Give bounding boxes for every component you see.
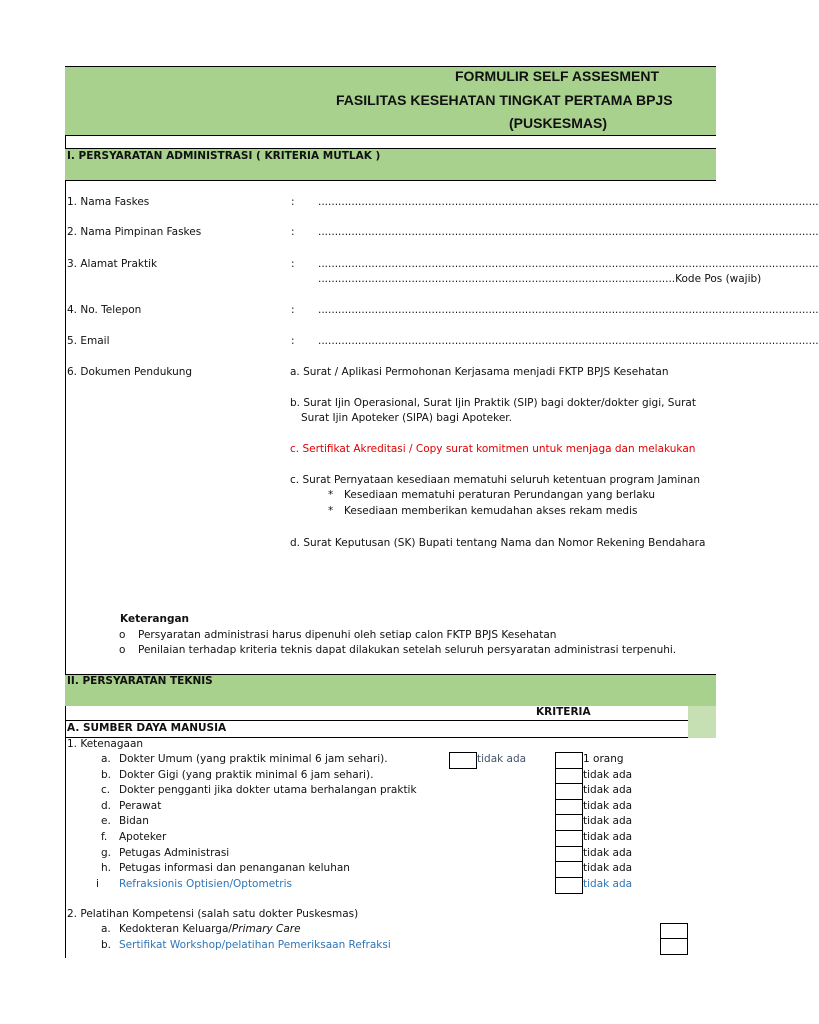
kriteria-header: KRITERIA — [536, 706, 591, 718]
staff-option2-checkbox[interactable] — [555, 861, 583, 878]
pelatihan-header: 2. Pelatihan Kompetensi (salah satu dokter Puskesmas) — [67, 908, 359, 920]
pelatihan-b-letter: b. — [101, 939, 112, 951]
staff-option2-label: tidak ada — [583, 769, 633, 781]
field-alamat-input[interactable]: ...................................................................................................................................................... — [318, 258, 819, 270]
field-alamat-kodepos[interactable]: ...........................................................................................................Kode Pos (wajib) — [318, 273, 762, 285]
staff-letter: a. — [101, 753, 111, 765]
colon: : — [291, 304, 295, 316]
title-top-border — [65, 66, 716, 67]
doc-e: d. Surat Keputusan (SK) Bupati tentang Nama dan Nomor Rekening Bendahara — [290, 537, 706, 549]
field-label-alamat: 3. Alamat Praktik — [67, 258, 158, 270]
staff-option2-checkbox[interactable] — [555, 752, 583, 769]
doc-d-sub1: Kesediaan mematuhi peraturan Perundangan yang berlaku — [344, 489, 656, 501]
staff-option2-label: 1 orang — [583, 753, 624, 765]
staff-option2-checkbox[interactable] — [555, 877, 583, 894]
doc-a: a. Surat / Aplikasi Permohonan Kerjasama menjadi FKTP BPJS Kesehatan — [290, 366, 669, 378]
sdm-header: A. SUMBER DAYA MANUSIA — [67, 722, 227, 734]
doc-c: c. Sertifikat Akreditasi / Copy surat komitmen untuk menjaga dan melakukan — [290, 443, 696, 455]
doc-d-bullet: * — [328, 489, 334, 501]
field-telepon-input[interactable]: ...................................................................................................................................................... — [318, 304, 819, 316]
staff-label: Refraksionis Optisien/Optometris — [119, 878, 292, 890]
staff-label: Dokter Umum (yang praktik minimal 6 jam sehari). — [119, 753, 388, 765]
subheader-bottom-border — [65, 737, 688, 738]
staff-label: Bidan — [119, 815, 149, 827]
keterangan-label: Keterangan — [120, 613, 190, 625]
keterangan-item: Penilaian terhadap kriteria teknis dapat dilakukan setelah seluruh persyaratan administrasi terpenuhi. — [138, 644, 677, 656]
staff-label: Petugas Administrasi — [119, 847, 230, 859]
staff-option2-label: tidak ada — [583, 847, 633, 859]
staff-option1-checkbox[interactable] — [449, 752, 477, 769]
staff-label: Apoteker — [119, 831, 167, 843]
staff-label: Dokter pengganti jika dokter utama berhalangan praktik — [119, 784, 417, 796]
keterangan-bullet: o — [119, 629, 126, 641]
field-email-input[interactable]: ...................................................................................................................................................... — [318, 335, 819, 347]
colon: : — [291, 196, 295, 208]
field-label-nama-faskes: 1. Nama Faskes — [67, 196, 150, 208]
pelatihan-a-letter: a. — [101, 923, 111, 935]
staff-option2-label: tidak ada — [583, 815, 633, 827]
colon: : — [291, 226, 295, 238]
pelatihan-a-text: Kedokteran Keluarga/ — [119, 923, 232, 935]
staff-label: Petugas informasi dan penanganan keluhan — [119, 862, 350, 874]
colon: : — [291, 258, 295, 270]
keterangan-item: Persyaratan administrasi harus dipenuhi oleh setiap calon FKTP BPJS Kesehatan — [138, 629, 557, 641]
title-line3: (PUSKESMAS) — [509, 115, 608, 131]
pelatihan-b-label: Sertifikat Workshop/pelatihan Pemeriksaan Refraksi — [119, 939, 391, 951]
section1-header: I. PERSYARATAN ADMINISTRASI ( KRITERIA MUTLAK ) — [67, 150, 381, 162]
ketenagaan-label: 1. Ketenagaan — [67, 738, 144, 750]
staff-letter: d. — [101, 800, 112, 812]
staff-option2-label: tidak ada — [583, 831, 633, 843]
subheader-top-border — [65, 720, 688, 721]
staff-option2-checkbox[interactable] — [555, 783, 583, 800]
staff-label: Perawat — [119, 800, 162, 812]
field-label-dokumen: 6. Dokumen Pendukung — [67, 366, 193, 378]
doc-b-line1: b. Surat Ijin Operasional, Surat Ijin Praktik (SIP) bagi dokter/dokter gigi, Surat — [290, 397, 696, 409]
staff-letter: c. — [101, 784, 111, 796]
left-border — [65, 66, 66, 958]
field-nama-pimpinan-input[interactable]: ...................................................................................................................................................... — [318, 226, 819, 238]
pelatihan-b-checkbox[interactable] — [660, 938, 688, 955]
staff-letter: f. — [101, 831, 108, 843]
staff-letter: e. — [101, 815, 111, 827]
pelatihan-a-label — [119, 923, 301, 935]
staff-label: Dokter Gigi (yang praktik minimal 6 jam sehari). — [119, 769, 374, 781]
staff-option2-checkbox[interactable] — [555, 830, 583, 847]
staff-letter: b. — [101, 769, 112, 781]
staff-option2-label: tidak ada — [583, 784, 633, 796]
title-line2: FASILITAS KESEHATAN TINGKAT PERTAMA BPJS — [336, 92, 673, 108]
colon: : — [291, 335, 295, 347]
title-line1: FORMULIR SELF ASSESMENT — [455, 68, 660, 84]
pelatihan-a-italic: Primary Care — [231, 923, 301, 935]
documents-list — [290, 360, 706, 560]
staff-option2-label: tidak ada — [583, 878, 633, 890]
doc-d: c. Surat Pernyataan kesediaan mematuhi seluruh ketentuan program Jaminan — [290, 474, 701, 486]
staff-option2-label: tidak ada — [583, 800, 633, 812]
doc-d-sub2: Kesediaan memberikan kemudahan akses rekam medis — [344, 505, 638, 517]
doc-d-bullet: * — [328, 505, 334, 517]
staff-letter: i — [96, 878, 99, 890]
section2-header: II. PERSYARATAN TEKNIS — [67, 675, 213, 687]
section1-bottom-border — [65, 180, 716, 181]
field-label-nama-pimpinan: 2. Nama Pimpinan Faskes — [67, 226, 202, 238]
staff-option2-checkbox[interactable] — [555, 814, 583, 831]
doc-b-line2: Surat Ijin Apoteker (SIPA) bagi Apoteker. — [301, 412, 512, 424]
field-label-telepon: 4. No. Telepon — [67, 304, 142, 316]
staff-letter: g. — [101, 847, 112, 859]
field-nama-faskes-input[interactable]: ...................................................................................................................................................... — [318, 196, 819, 208]
title-bottom-border — [65, 135, 716, 136]
staff-letter: h. — [101, 862, 111, 874]
kriteria-band — [688, 706, 716, 738]
keterangan-bullet: o — [119, 644, 126, 656]
field-label-email: 5. Email — [67, 335, 110, 347]
staff-option2-label: tidak ada — [583, 862, 633, 874]
staff-option1-label: tidak ada — [477, 753, 527, 765]
